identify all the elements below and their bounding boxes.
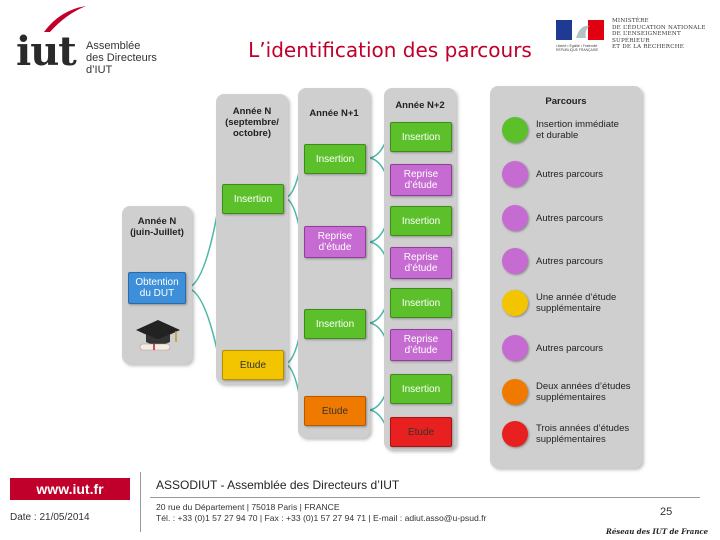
page-title: L’identification des parcours bbox=[248, 38, 532, 62]
ministry-line: DE L’ENSEIGNEMENT SUPÉRIEUR bbox=[612, 31, 681, 44]
legend-circle-icon bbox=[502, 379, 528, 405]
legend-label: Autres parcours bbox=[536, 255, 604, 267]
legend-item bbox=[496, 330, 636, 366]
box-insertion: Insertion bbox=[304, 309, 366, 339]
address-line: 20 rue du Département | 75018 Paris | FRANCE bbox=[156, 502, 340, 512]
col2-header: Année N+1 bbox=[309, 108, 359, 119]
legend-item bbox=[496, 285, 636, 321]
graduation-cap-icon bbox=[134, 318, 182, 354]
panel-annee-n1 bbox=[298, 88, 370, 438]
legend-label: Autres parcours bbox=[536, 168, 604, 180]
box-reprise-etude: Reprise d’étude bbox=[304, 226, 366, 258]
legend-item bbox=[496, 416, 636, 452]
legend-circle-icon bbox=[502, 290, 528, 316]
col3-header: Année N+2 bbox=[395, 100, 445, 111]
box-reprise-etude: Reprise d’étude bbox=[390, 329, 452, 361]
ministry-line: MINISTÈRE bbox=[612, 18, 649, 24]
panel-annee-n2 bbox=[384, 88, 456, 450]
address-block bbox=[156, 502, 486, 524]
legend-header: Parcours bbox=[545, 96, 587, 107]
legend-item bbox=[496, 156, 636, 192]
box-reprise-etude: Reprise d’étude bbox=[390, 247, 452, 279]
website-link[interactable]: www.iut.fr bbox=[10, 478, 130, 500]
legend-label: Insertion immédiate et durable bbox=[536, 119, 619, 141]
network-label: Réseau des IUT de France bbox=[606, 527, 709, 536]
legend-circle-icon bbox=[502, 335, 528, 361]
box-insertion: Insertion bbox=[390, 206, 452, 236]
legend-label: Autres parcours bbox=[536, 212, 604, 224]
box-reprise-etude: Reprise d’étude bbox=[390, 164, 452, 196]
box-etude: Etude bbox=[304, 396, 366, 426]
legend-circle-icon bbox=[502, 248, 528, 274]
panel-annee-n-juin bbox=[122, 206, 192, 364]
legend-item bbox=[496, 243, 636, 279]
box-insertion: Insertion bbox=[390, 374, 452, 404]
association-name: ASSODIUT - Assemblée des Directeurs d’IUT bbox=[156, 478, 400, 492]
date-label: Date : 21/05/2014 bbox=[10, 512, 90, 523]
legend-label: Deux années d’études supplémentaires bbox=[536, 381, 631, 403]
legend-item bbox=[496, 374, 636, 410]
page-number: 25 bbox=[660, 506, 673, 518]
contact-line: Tél. : +33 (0)1 57 27 94 70 | Fax : +33 (0)1 57 27 94 71 | E-mail : adiut.asso@u-psud.fr bbox=[156, 513, 487, 523]
legend-item bbox=[496, 112, 636, 148]
legend-label: Trois années d’études supplémentaires bbox=[536, 423, 630, 445]
col1-header: Année N (septembre/ octobre) bbox=[225, 106, 279, 139]
panel-parcours-legend bbox=[490, 86, 642, 468]
legend-item bbox=[496, 200, 636, 236]
panel-annee-n-sept bbox=[216, 94, 288, 384]
ministry-line: ET DE LA RECHERCHE bbox=[612, 44, 685, 51]
legend-label: Autres parcours bbox=[536, 342, 604, 354]
box-insertion: Insertion bbox=[390, 122, 452, 152]
box-insertion: Insertion bbox=[390, 288, 452, 318]
legend-label: Une année d’étude supplémentaire bbox=[536, 292, 617, 314]
legend-circle-icon bbox=[502, 117, 528, 143]
logo-sub-line: Assemblée bbox=[86, 40, 141, 52]
legend-circle-icon bbox=[502, 421, 528, 447]
legend-circle-icon bbox=[502, 205, 528, 231]
box-etude: Etude bbox=[390, 417, 452, 447]
box-insertion: Insertion bbox=[304, 144, 366, 174]
logo-text: iut bbox=[16, 28, 76, 75]
legend-circle-icon bbox=[502, 161, 528, 187]
footer-separator bbox=[150, 497, 700, 498]
logo-sub-line: d’IUT bbox=[86, 64, 113, 76]
footer-left bbox=[0, 470, 140, 540]
footer-divider bbox=[140, 472, 141, 532]
logo-sub-line: des Directeurs bbox=[86, 52, 157, 64]
ministry-line: DE L’ÉDUCATION NATIONALE bbox=[612, 24, 706, 31]
box-obtention-dut: Obtention du DUT bbox=[128, 272, 186, 304]
ministry-small-text: Liberté • Égalité • Fraternité RÉPUBLIQUE FRANÇAISE bbox=[556, 44, 599, 52]
box-etude: Etude bbox=[222, 350, 284, 380]
col0-header: Année N (juin-Juillet) bbox=[130, 216, 184, 238]
box-insertion: Insertion bbox=[222, 184, 284, 214]
